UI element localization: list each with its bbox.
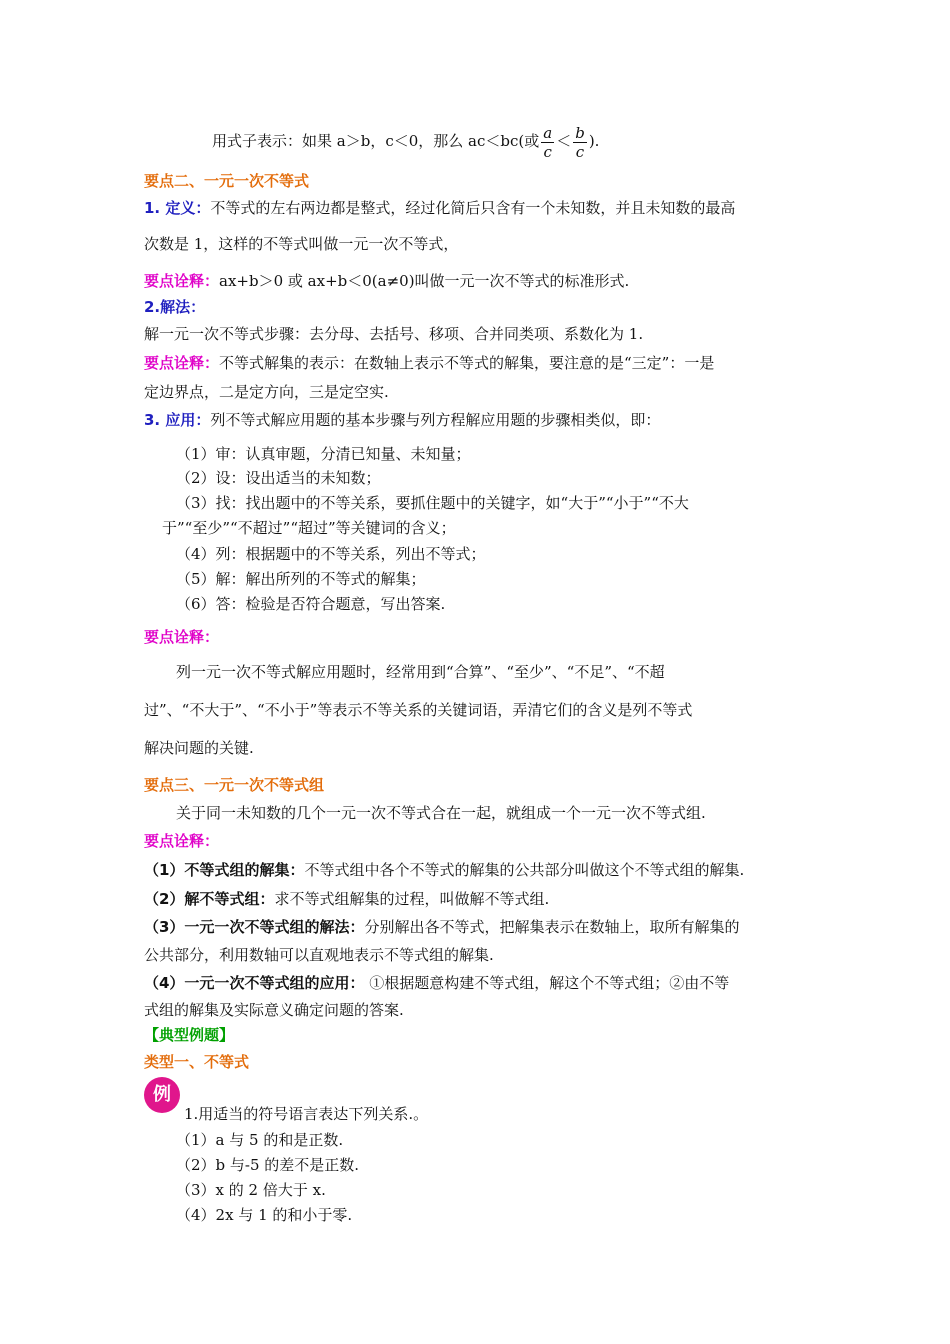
example-question: 1.用适当的符号语言表达下列关系.。 — [184, 1105, 429, 1123]
definition-line: 1. 定义：不等式的左右两边都是整式，经过化简后只含有一个未知数，并且未知数的最高 — [144, 199, 736, 217]
example-item-3: （3）x 的 2 倍大于 x. — [176, 1181, 326, 1199]
application-line: 3. 应用：列不等式解应用题的基本步骤与列方程解应用题的步骤相类似，即： — [144, 411, 661, 429]
system-point-1: （1）不等式组的解集：不等式组中各个不等式的解集的公共部分叫做这个不等式组的解集. — [144, 861, 745, 879]
example-item-2: （2）b 与-5 的差不是正数. — [176, 1156, 360, 1174]
system-point-3: （3）一元一次不等式组的解法：分别解出各不等式，把解集表示在数轴上，取所有解集的 — [144, 918, 740, 936]
fraction-a-over-c: $\frac{a}{c}$ — [543, 123, 553, 161]
solution-method-heading: 2.解法： — [144, 298, 206, 316]
note-solution-set-cont: 定边界点，二是定方向，三是定空实. — [144, 383, 389, 401]
line-text: 用式子表示：如果 a＞b，c＜0，那么 ac＜bc(或 — [212, 132, 540, 150]
step-3: （3）找：找出题中的不等关系，要抓住题中的关键字，如“大于”“小于”“不大 — [176, 494, 689, 512]
definition-line-cont: 次数是 1，这样的不等式叫做一元一次不等式， — [144, 235, 459, 253]
step-5: （5）解：解出所列的不等式的解集； — [176, 570, 426, 588]
system-definition: 关于同一未知数的几个一元一次不等式合在一起，就组成一个一元一次不等式组. — [176, 804, 706, 822]
system-point-4-cont: 式组的解集及实际意义确定问题的答案. — [144, 1001, 404, 1019]
example-item-1: （1）a 与 5 的和是正数. — [176, 1131, 344, 1149]
note-paragraph-3: 解决问题的关键. — [144, 739, 254, 757]
note-standard-form: 要点诠释：ax+b＞0 或 ax+b＜0(a≠0)叫做一元一次不等式的标准形式. — [144, 272, 630, 290]
step-4: （4）列：根据题中的不等关系，列出不等式； — [176, 545, 486, 563]
note-heading: 要点诠释： — [144, 628, 220, 646]
section-heading-2: 要点二、一元一次不等式 — [144, 172, 310, 190]
typical-examples-heading: 【典型例题】 — [144, 1026, 235, 1044]
note-solution-set: 要点诠释：不等式解集的表示：在数轴上表示不等式的解集，要注意的是“三定”：一是 — [144, 354, 715, 372]
note-paragraph-2: 过”、“不大于”、“不小于”等表示不等关系的关键词语，弄清它们的含义是列不等式 — [144, 701, 693, 719]
note-heading-2: 要点诠释： — [144, 832, 220, 850]
section-heading-3: 要点三、一元一次不等式组 — [144, 776, 325, 794]
fraction-b-over-c: $\frac{b}{c}$ — [575, 123, 585, 161]
example-badge-icon: 例 — [144, 1077, 180, 1113]
inequality-property-line: 用式子表示：如果 a＞b，c＜0，那么 ac＜bc(或 $\frac{a}{c}$ ＜ $\frac{b}{c}$ ). — [212, 123, 600, 161]
step-3-cont: 于”“至少”“不超过”“超过”等关键词的含义； — [162, 519, 456, 537]
type-one-heading: 类型一、不等式 — [144, 1053, 250, 1071]
note-paragraph-1: 列一元一次不等式解应用题时，经常用到“合算”、“至少”、“不足”、“不超 — [176, 663, 665, 681]
step-2: （2）设：设出适当的未知数； — [176, 469, 381, 487]
solution-steps: 解一元一次不等式步骤：去分母、去括号、移项、合并同类项、系数化为 1. — [144, 325, 644, 343]
system-point-3-cont: 公共部分，利用数轴可以直观地表示不等式组的解集. — [144, 946, 494, 964]
step-1: （1）审：认真审题，分清已知量、未知量； — [176, 445, 471, 463]
example-item-4: （4）2x 与 1 的和小于零. — [176, 1206, 353, 1224]
system-point-2: （2）解不等式组：求不等式组解集的过程，叫做解不等式组. — [144, 890, 550, 908]
step-6: （6）答：检验是否符合题意，写出答案. — [176, 595, 446, 613]
system-point-4: （4）一元一次不等式组的应用： ①根据题意构建不等式组，解这个不等式组；②由不等 — [144, 974, 730, 992]
